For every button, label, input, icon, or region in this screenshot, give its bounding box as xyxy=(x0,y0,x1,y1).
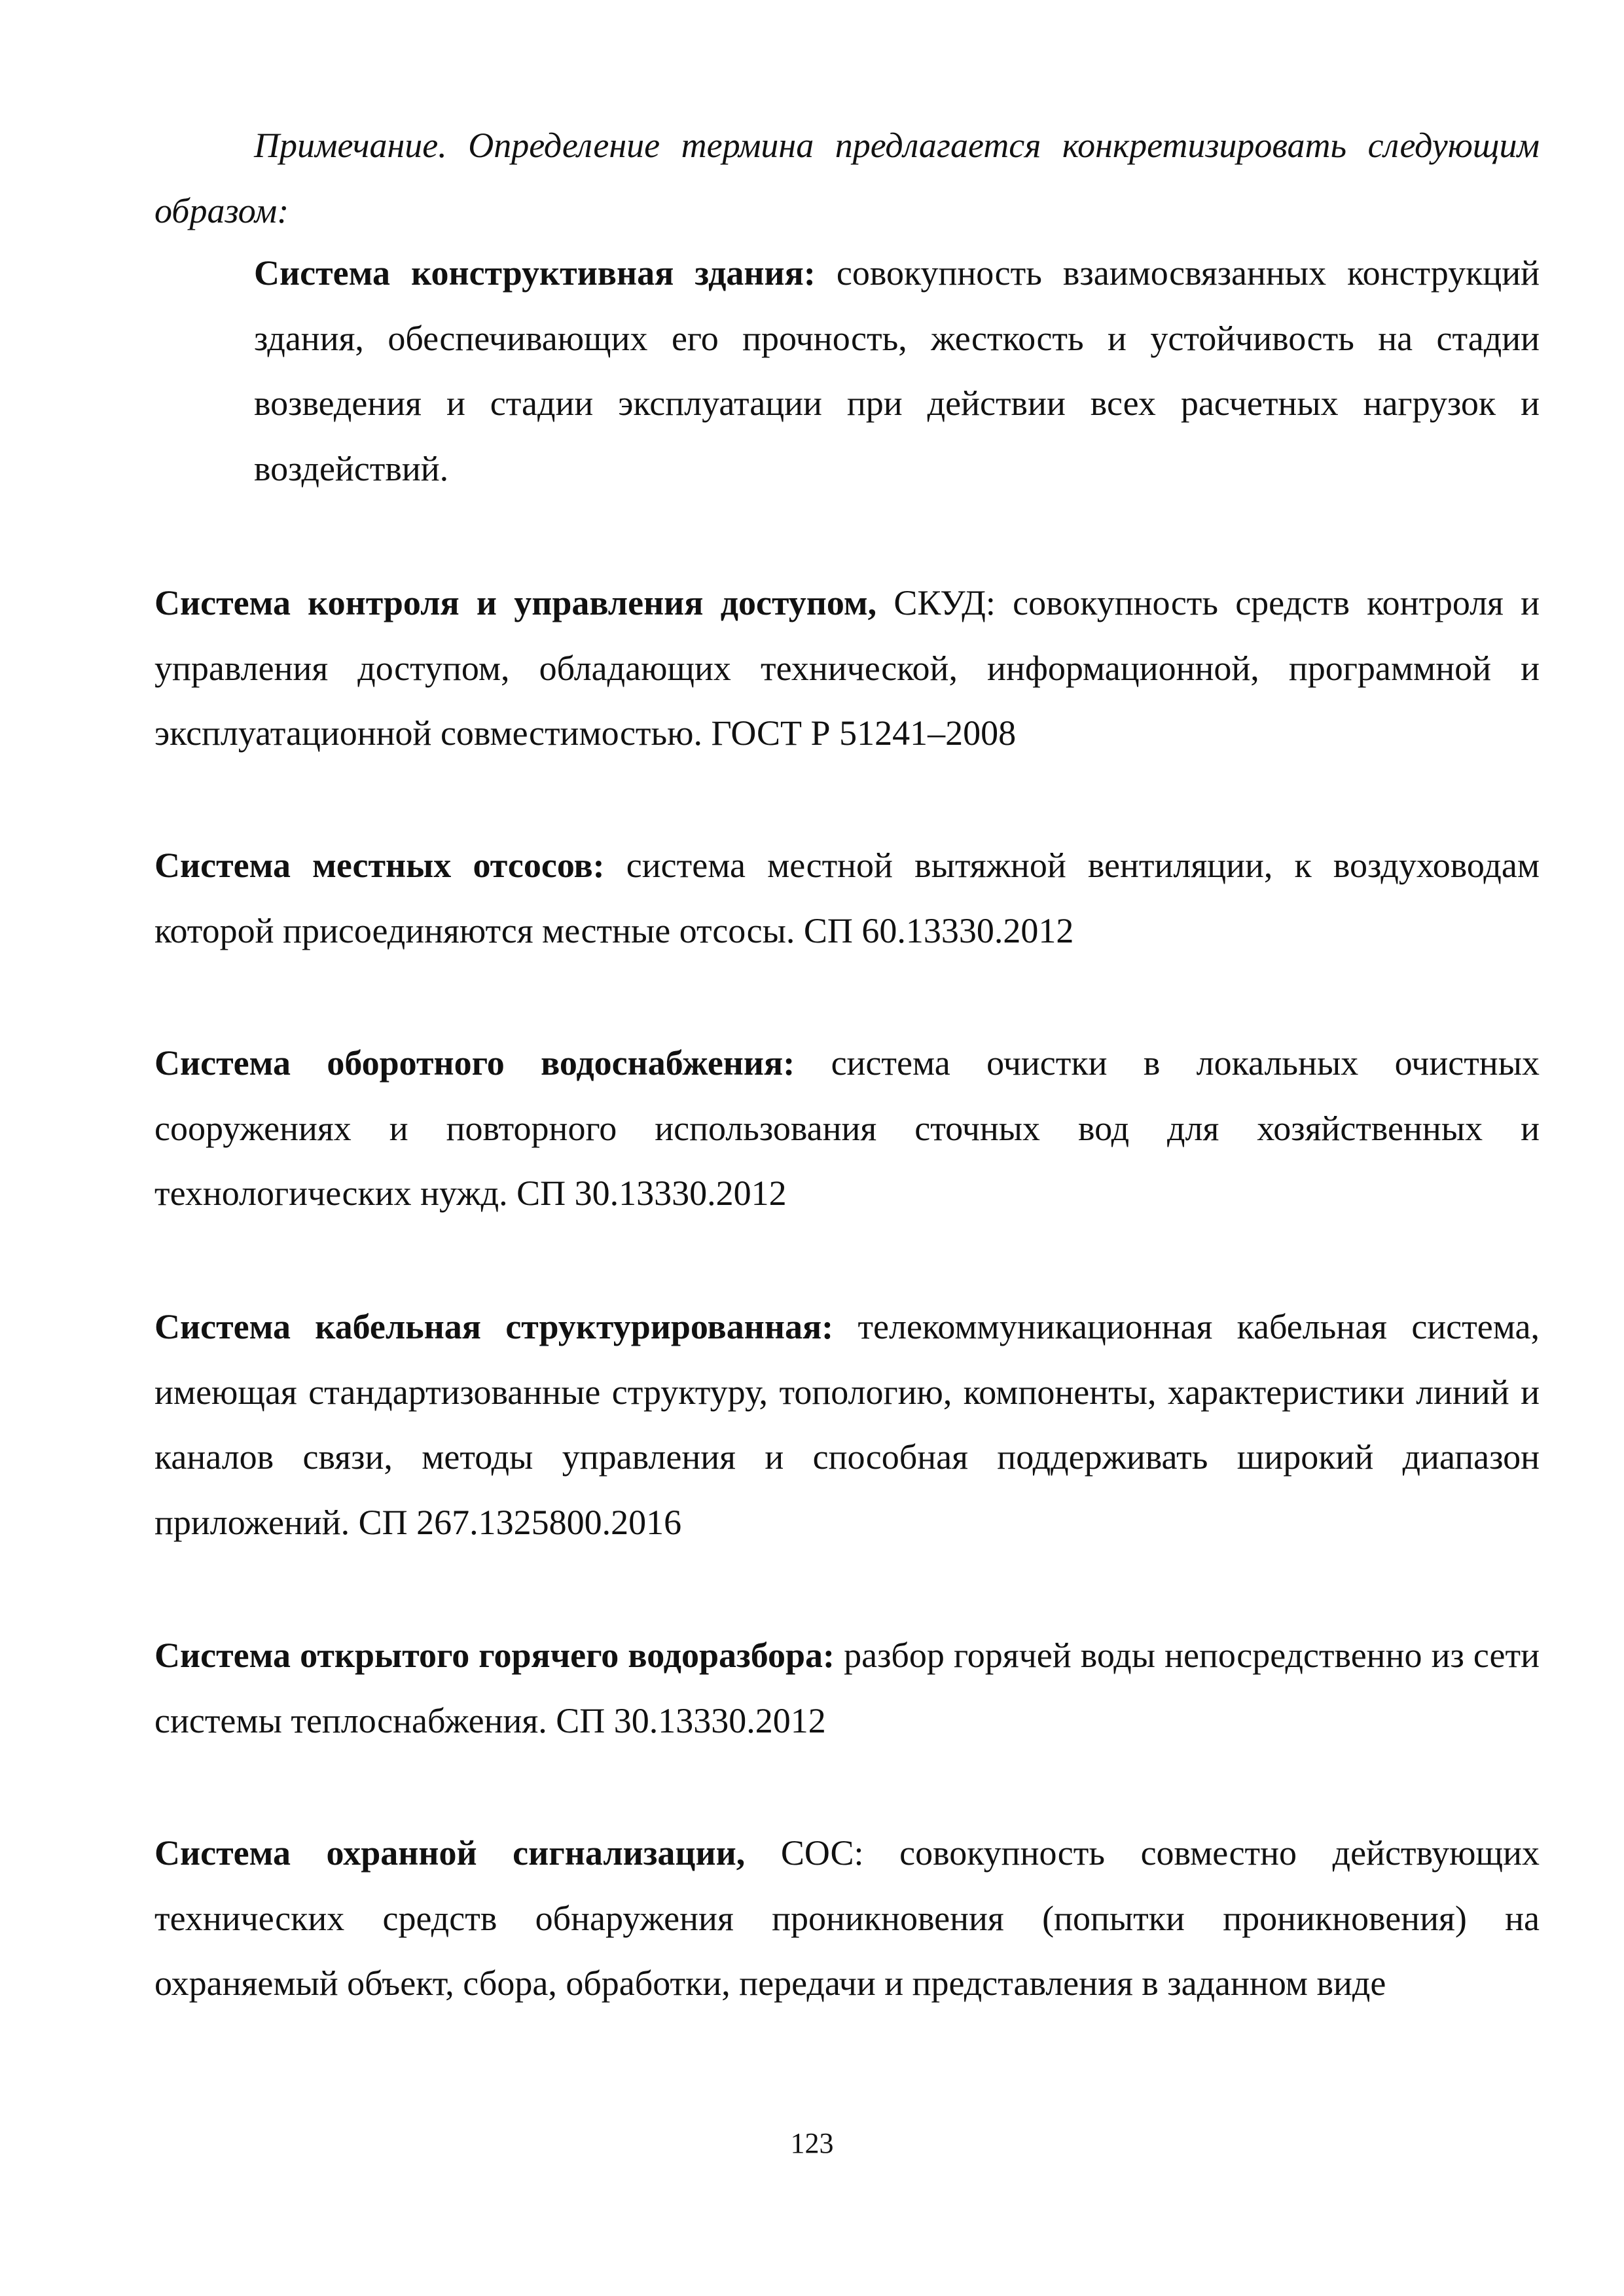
term-definition: СОС: совокупность совместно действующих технических средств обнаружения проникновения (попытки проникновения) на охраняемый объект, сбора, обработки, передачи и представления в заданном виде xyxy=(154,1833,1540,2003)
term-entry-structured-cabling xyxy=(154,1295,1540,1555)
term-title: Система оборотного водоснабжения: xyxy=(154,1043,795,1083)
term-definition: СКУД: совокупность средств контроля и управления доступом, обладающих технической, информационной, программной и эксплуатационной совместимостью. ГОСТ Р 51241–2008 xyxy=(154,583,1540,753)
page-number: 123 xyxy=(790,2127,834,2159)
term-definition: разбор горячей воды непосредственно из сети системы теплоснабжения. СП 30.13330.2012 xyxy=(154,1636,1540,1740)
term-definition: система очистки в локальных очистных сооружениях и повторного использования сточных вод для хозяйственных и технологических нужд. СП 30.13330.2012 xyxy=(154,1043,1540,1213)
term-title: Система местных отсосов: xyxy=(154,846,605,885)
term-title: Система кабельная структурированная: xyxy=(154,1307,834,1346)
note-paragraph: Примечание. Определение термина предлагается конкретизировать следующим образом: xyxy=(154,126,1540,230)
term-entry-recycled-water xyxy=(154,1031,1540,1227)
term-definition: совокупность взаимосвязанных конструкций здания, обеспечивающих его прочность, жесткость и устойчивость на стадии возведения и стадии эксплуатации при действии всех расчетных нагрузок и воздействий. xyxy=(254,253,1540,488)
term-definition: система местной вытяжной вентиляции, к воздуховодам которой присоединяются местные отсосы. СП 60.13330.2012 xyxy=(154,846,1540,950)
term-definition: телекоммуникационная кабельная система, имеющая стандартизованные структуру, топологию, компоненты, характеристики линий и каналов связи, методы управления и способная поддерживать широкий диапазон приложений. СП 267.1325800.2016 xyxy=(154,1307,1540,1542)
term-title: Система конструктивная здания: xyxy=(254,253,816,293)
term-title: Система охранной сигнализации, xyxy=(154,1833,746,1873)
term-title: Система открытого горячего водоразбора: xyxy=(154,1636,835,1675)
term-title: Система контроля и управления доступом, xyxy=(154,583,877,622)
term-entry-open-hot-water xyxy=(154,1623,1540,1753)
term-entry-security-alarm xyxy=(154,1821,1540,2017)
term-entry-structural-system xyxy=(254,241,1540,501)
term-entry-local-exhaust xyxy=(154,833,1540,963)
term-entry-access-control xyxy=(154,571,1540,766)
